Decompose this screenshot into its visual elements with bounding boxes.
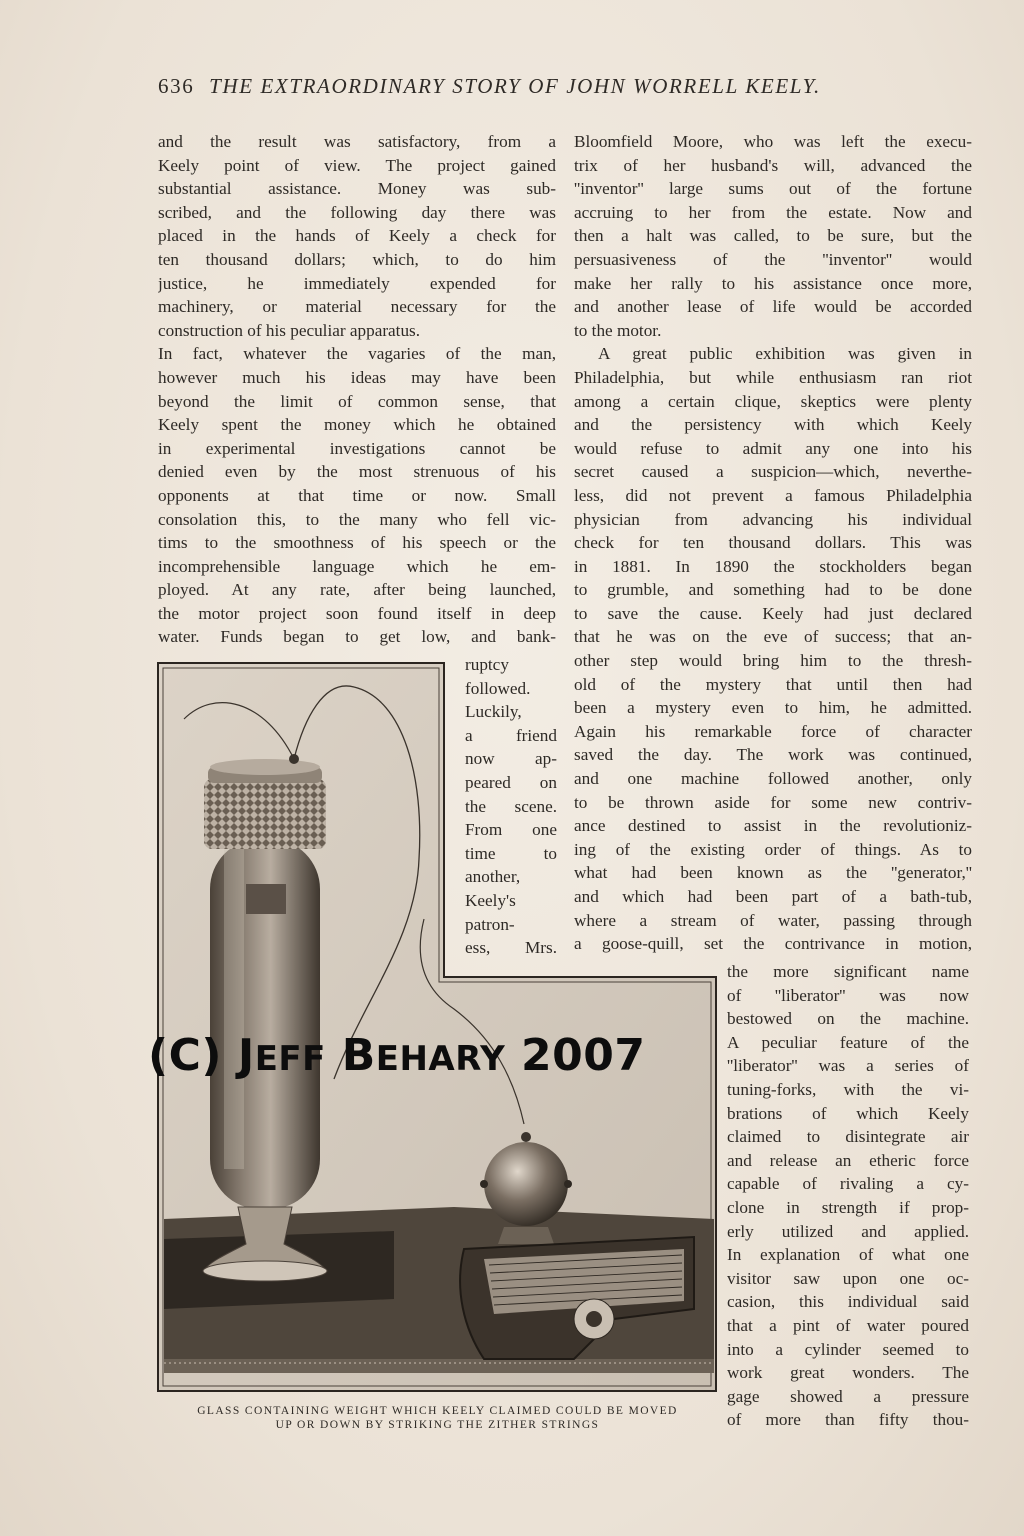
text-line: A peculiar feature of the — [727, 1032, 969, 1052]
text-line: time to — [465, 843, 557, 863]
text-line: and the persistency with which Keely — [574, 415, 972, 435]
text-line: bestowed on the machine. — [727, 1009, 969, 1029]
text-line: check for ten thousand dollars. This was — [574, 533, 972, 553]
text-line: persuasiveness of the ''inventor'' would — [574, 249, 972, 269]
figure-caption — [150, 1404, 725, 1432]
text-line: consolation this, to the many who fell vic- — [158, 509, 556, 529]
text-line: machinery, or material necessary for the — [158, 297, 556, 317]
text-line: and release an etheric force — [727, 1150, 969, 1170]
text-line: claimed to disintegrate air — [727, 1127, 969, 1147]
text-line: and one machine followed another, only — [574, 769, 972, 789]
text-line: accruing to her from the estate. Now and — [574, 202, 972, 222]
text-line: trix of her husband's will, advanced the — [574, 155, 972, 175]
text-line: scribed, and the following day there was — [158, 202, 556, 222]
text-line: construction of his peculiar apparatus. — [158, 320, 421, 340]
text-line: then a halt was called, to be sure, but the — [574, 226, 972, 246]
text-line: the more significant name — [727, 962, 969, 981]
text-line: make her rally to his assistance once more, — [574, 273, 972, 293]
text-line: From one — [465, 820, 557, 840]
text-line: tims to the smoothness of his speech or the — [158, 533, 556, 553]
text-line: Bloomfield Moore, who was left the execu- — [574, 132, 972, 151]
text-line: clone in strength if prop- — [727, 1197, 969, 1217]
text-line: ten thousand dollars; which, to do him — [158, 249, 556, 269]
text-line: capable of rivaling a cy- — [727, 1174, 969, 1194]
page-number: 636 — [158, 74, 195, 98]
text-line: ''inventor'' large sums out of the fortune — [574, 179, 972, 199]
text-line: in 1881. In 1890 the stockholders began — [574, 556, 972, 576]
running-title: THE EXTRAORDINARY STORY OF JOHN WORRELL KEELY. — [209, 74, 821, 98]
text-line: to the motor. — [574, 320, 662, 340]
glass-and-zither-illustration — [154, 659, 720, 1395]
watermark-word1: EFF — [254, 1039, 326, 1079]
text-line: Luckily, — [465, 702, 522, 722]
text-line: less, did not prevent a famous Philadelphia — [574, 485, 972, 505]
text-line: the scene. — [465, 796, 557, 816]
text-line: gage showed a pressure — [727, 1386, 969, 1406]
text-line: ruptcy — [465, 655, 509, 674]
text-line: ing of the existing order of things. As to — [574, 839, 972, 859]
text-line: Again his remarkable force of character — [574, 721, 972, 741]
text-line: ance destined to assist in the revolutioniz- — [574, 816, 972, 836]
text-line: of more than fifty thou- — [727, 1410, 969, 1430]
text-line: physician from advancing his individual — [574, 509, 972, 529]
text-line: opponents at that time or now. Small — [158, 485, 556, 505]
text-line: to save the cause. Keely had just declared — [574, 603, 972, 623]
text-line: tuning-forks, with the vi- — [727, 1079, 969, 1099]
text-line: placed in the hands of Keely a check for — [158, 226, 556, 246]
illustration-plate — [154, 659, 720, 1395]
text-line: would refuse to admit any one into his — [574, 438, 972, 458]
text-line: been a mystery even to him, he admitted. — [574, 698, 972, 718]
text-line: to be thrown aside for some new contriv- — [574, 792, 972, 812]
text-line: denied even by the most strenuous of his — [158, 462, 556, 482]
text-line: brations of which Keely — [727, 1103, 969, 1123]
text-line: and the result was satisfactory, from a — [158, 132, 556, 151]
copyright-watermark — [148, 1030, 708, 1081]
text-line: what had been known as the ''generator,'' — [574, 863, 972, 883]
text-line: in experimental investigations cannot be — [158, 438, 556, 458]
text-line: followed. — [465, 678, 531, 698]
text-line: saved the day. The work was continued, — [574, 745, 972, 765]
watermark-prefix: (C) J — [148, 1030, 255, 1081]
text-line: erly utilized and applied. — [727, 1221, 969, 1241]
left-column — [158, 130, 556, 649]
text-line: another, — [465, 867, 521, 887]
caption-line-2: UP OR DOWN BY STRIKING THE ZITHER STRINGS — [275, 1419, 600, 1431]
text-line: ployed. At any rate, after being launched, — [158, 580, 556, 600]
text-line: Philadelphia, but while enthusiasm ran riot — [574, 367, 972, 387]
text-line: Keely's — [465, 890, 516, 910]
watermark-suffix: 2007 — [505, 1030, 646, 1081]
text-line: and which had been part of a bath-tub, — [574, 887, 972, 906]
watermark-word2: EHARY — [375, 1039, 506, 1079]
text-line: visitor saw upon one oc- — [727, 1268, 969, 1288]
text-line: a goose-quill, set the contrivance in motion, — [574, 934, 972, 954]
text-line: Keely point of view. The project gained — [158, 155, 556, 175]
watermark-mid: B — [325, 1030, 376, 1081]
text-line: ''liberator'' was a series of — [727, 1056, 969, 1076]
text-line: that a pint of water poured — [727, 1315, 969, 1335]
text-line: other step would bring him to the thresh- — [574, 651, 972, 671]
text-line: and another lease of life would be accorded — [574, 297, 972, 317]
text-line: patron- — [465, 914, 515, 934]
running-header — [158, 74, 958, 99]
text-line: the motor project soon found itself in deep — [158, 603, 556, 623]
text-line: secret caused a suspicion—which, neverthe- — [574, 462, 972, 482]
text-line: into a cylinder seemed to — [727, 1339, 969, 1359]
text-line: now ap- — [465, 749, 557, 769]
text-line: work great wonders. The — [727, 1363, 969, 1383]
text-line: old of the mystery that until then had — [574, 674, 972, 694]
text-line: Keely spent the money which he obtained — [158, 415, 556, 435]
text-line: that he was on the eve of success; that an- — [574, 627, 972, 647]
text-line: water. Funds began to get low, and bank- — [158, 627, 556, 647]
text-line: In explanation of what one — [727, 1245, 969, 1265]
text-line: substantial assistance. Money was sub- — [158, 179, 556, 199]
text-line: A great public exhibition was given in — [598, 344, 972, 364]
text-line: to grumble, and something had to be done — [574, 580, 972, 600]
text-line: a friend — [465, 725, 557, 745]
text-line: however much his ideas may have been — [158, 367, 556, 387]
text-line: ess, Mrs. — [465, 938, 557, 958]
text-line: In fact, whatever the vagaries of the man, — [158, 344, 556, 364]
text-line: casion, this individual said — [727, 1292, 969, 1312]
text-line: beyond the limit of common sense, that — [158, 391, 556, 411]
right-narrow-column — [727, 960, 969, 1432]
caption-line-1: GLASS CONTAINING WEIGHT WHICH KEELY CLAIMED COULD BE MOVED — [197, 1405, 678, 1417]
text-line: peared on — [465, 772, 557, 792]
text-line: incomprehensible language which he em- — [158, 556, 556, 576]
text-line: among a certain clique, skeptics were plenty — [574, 391, 972, 411]
text-line: where a stream of water, passing through — [574, 910, 972, 930]
text-line: justice, he immediately expended for — [158, 273, 556, 293]
text-line: of ''liberator'' was now — [727, 985, 969, 1005]
